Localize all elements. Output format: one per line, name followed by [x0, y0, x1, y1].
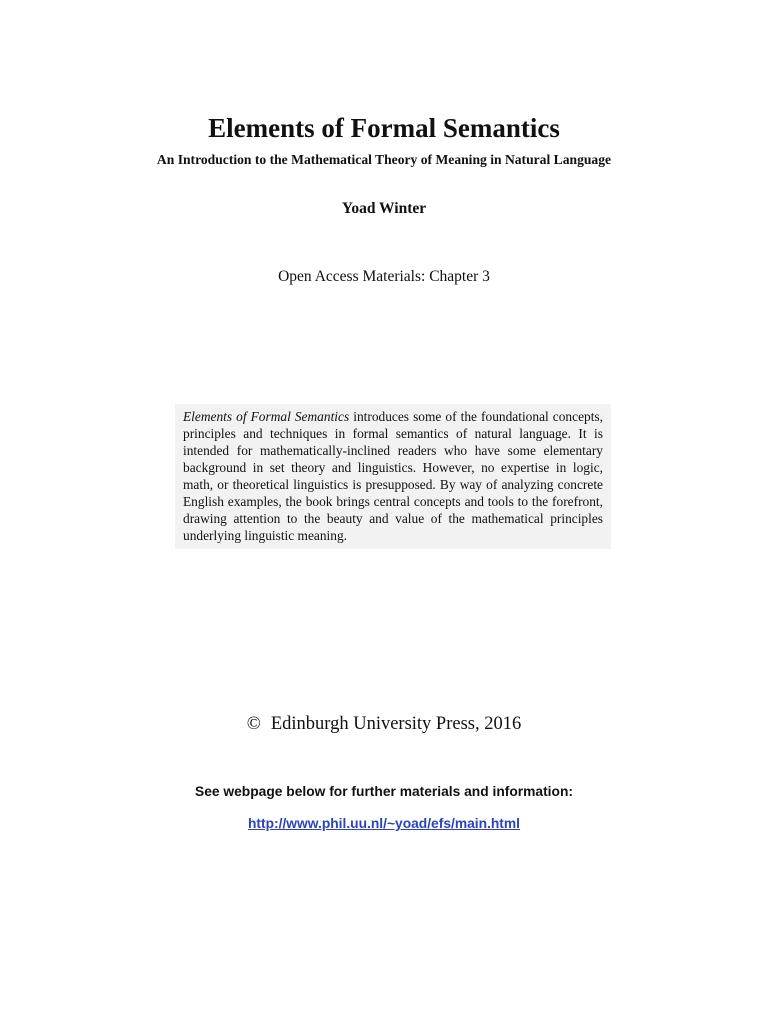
abstract-body: introduces some of the foundational concepts, principles and techniques in formal semantics of natural language. It is intended for mathematically-inclined readers who have some elementary background in set theory and linguistics. However, no expertise in logic, math, or theoretical linguistics is presupposed. By way of analyzing concrete English examples, the book brings central concepts and tools to the forefront, drawing attention to the beauty and value of the mathematical principles underlying linguistic meaning.: [183, 409, 603, 543]
abstract-book-title: Elements of Formal Semantics: [183, 409, 350, 424]
copyright-text: Edinburgh University Press, 2016: [270, 714, 522, 734]
abstract-box: [175, 404, 611, 549]
see-webpage-note: See webpage below for further materials and information:: [195, 784, 573, 799]
abstract-text: [183, 408, 603, 544]
chapter-line: Open Access Materials: Chapter 3: [278, 268, 490, 285]
author-name: Yoad Winter: [341, 200, 427, 217]
url-line: [0, 815, 768, 833]
copyright-symbol: ©: [246, 714, 261, 734]
book-title: Elements of Formal Semantics: [208, 113, 560, 143]
copyright-line: [0, 712, 768, 736]
book-subtitle: An Introduction to the Mathematical Theory of Meaning in Natural Language: [156, 152, 612, 167]
webpage-link[interactable]: http://www.phil.uu.nl/~yoad/efs/main.html: [248, 816, 520, 831]
